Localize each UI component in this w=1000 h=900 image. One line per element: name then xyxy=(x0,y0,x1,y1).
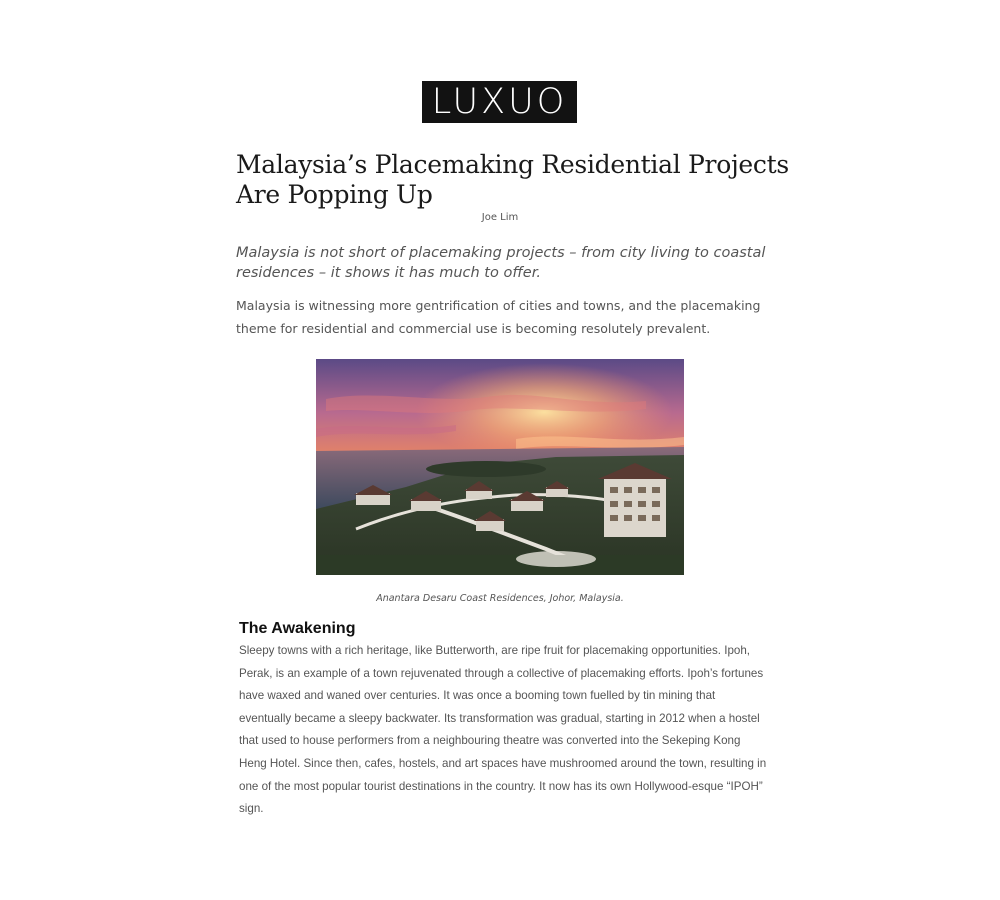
section-heading: The Awakening xyxy=(239,620,356,637)
article-title: Malaysia’s Placemaking Residential Projects Are Popping Up xyxy=(236,150,789,209)
section-body: Sleepy towns with a rich heritage, like Butterworth, are ripe fruit for placemaking opportunities. Ipoh, Perak, is an example of a town rejuvenated through a collective of placemaking efforts. Ipoh’s fortunes have waxed and waned over centuries. It was once a booming town fuelled by tin mining that eventually became a sleepy backwater. Its transformation was gradual, starting in 2012 when a hostel that used to house performers from a neighbouring theatre was converted into the Sekeping Kong Heng Hotel. Since then, cafes, hostels, and art spaces have mushroomed around the town, resulting in one of the most popular tourist destinations in the country. It now has its own Hollywood-esque “IPOH” sign. xyxy=(239,644,767,816)
article-intro: Malaysia is witnessing more gentrification of cities and towns, and the placemaking theme for residential and commercial use is becoming resolutely prevalent. xyxy=(236,298,761,336)
luxuo-logo[interactable]: LUXUO xyxy=(422,81,577,123)
author-byline[interactable]: Joe Lim xyxy=(481,212,519,223)
image-caption: Anantara Desaru Coast Residences, Johor, Malaysia. xyxy=(376,593,624,604)
article-lede: Malaysia is not short of placemaking projects – from city living to coastal residences – it shows it has much to offer. xyxy=(236,245,766,281)
article-photo xyxy=(316,359,684,575)
